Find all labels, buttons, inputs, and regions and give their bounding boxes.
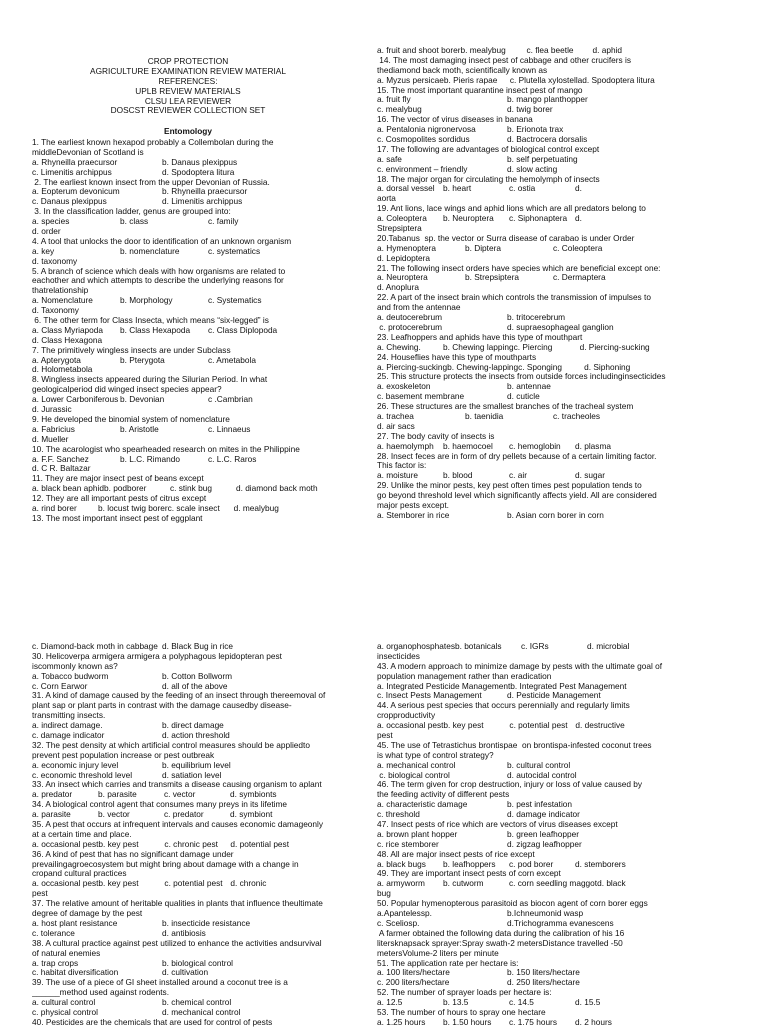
text-line: a. moisture b. blood c. air d. sugar [377, 471, 605, 481]
text-line: 26. These structures are the smallest branches of the tracheal system [377, 402, 634, 412]
text-line: middleDevonian of Scotland is [32, 147, 144, 157]
text-line: d. taxonomy [32, 256, 78, 266]
text-line: c. damage indicator d. action threshold [32, 731, 230, 741]
text-line: d. Taxonomy [32, 306, 79, 316]
text-line: 45. The use of Tetrastichus brontispae on brontispa-infested coconut trees [377, 740, 652, 750]
text-line: a. occasional pestb. key pest c. potential pest d. chronic [32, 879, 267, 889]
text-line: a. rind borer b. locust twig borerc. scale insect d. mealybug [32, 503, 279, 513]
text-line: 3. In the classification ladder, genus are grouped into: [32, 207, 231, 217]
section-title: Entomology [164, 127, 212, 137]
text-line: a. Piercing-suckingb. Chewing-lappingc. Sponging d. Siphoning [377, 362, 631, 372]
text-line: 21. The following insect orders have species which are beneficial except one: [377, 263, 661, 273]
text-line: 2. The earliest known insect from the upper Devonian of Russia. [32, 177, 270, 187]
text-line: plant sap or plant parts in contrast with the damage causedby disease- [32, 701, 292, 711]
text-line: a. Eopterum devonicum b. Rhyneilla praecursor [32, 187, 248, 197]
text-line: a. Tobacco budworm b. Cotton Bollworm [32, 671, 233, 681]
text-line: 11. They are major insect pest of beans except [32, 474, 204, 484]
text-line: is what type of control strategy? [377, 750, 494, 760]
text-line: 18. The major organ for circulating the hemolymph of insects [377, 174, 600, 184]
text-line: a. Class Myriapoda b. Class Hexapoda c. Class Diplopoda [32, 325, 278, 335]
text-line: 47. Insect pests of rice which are vectors of virus diseases except [377, 820, 618, 830]
text-line: prevent pest population increase or pest outbreak [32, 750, 215, 760]
text-line: the feeding activity of different pests [377, 790, 510, 800]
text-line: bug [377, 889, 391, 899]
text-line: major pests except. [377, 500, 449, 510]
text-line: c. basement membrane d. cuticle [377, 392, 540, 402]
text-line: c. Sceliosp. d.Trichogramma evanescens [377, 918, 614, 928]
text-line: 4. A tool that unlocks the door to identification of an unknown organism [32, 236, 292, 246]
text-line: a. haemolymph b. haemocoel c. hemoglobin d. plasma [377, 441, 611, 451]
text-line: a. predator b. parasite c. vector d. symbionts [32, 790, 277, 800]
text-line: c. mealybug d. twig borer [377, 105, 553, 115]
text-line: c. Limenitis archippus d. Spodoptera litura [32, 167, 235, 177]
text-line: This factor is: [377, 461, 427, 471]
text-line: 15. The most important quarantine insect pest of mango [377, 85, 583, 95]
text-line: a. Myzus persicaeb. Pieris rapae c. Plutella xylostellad. Spodoptera litura [377, 75, 655, 85]
text-line: 51. The application rate per hectare is: [377, 958, 519, 968]
text-line: go beyond threshold level which significantly affects yield. All are considered [377, 491, 657, 501]
text-line: a. 12.5 b. 13.5 c. 14.5 d. 15.5 [377, 998, 601, 1008]
text-line: 1. The earliest known hexapod probably a Collembolan during the [32, 138, 274, 147]
text-line: a. parasite b. vector c. predator d. symbiont [32, 810, 273, 820]
text-line: aorta [377, 194, 396, 204]
text-line: a. economic injury level b. equilibrium level [32, 760, 231, 770]
text-line: 33. An insect which carries and transmits a disease causing organism to aplant [32, 780, 322, 790]
text-line: a. 100 liters/hectare b. 150 liters/hectare [377, 968, 580, 978]
text-line: c. physical control d. mechanical control [32, 1007, 241, 1017]
text-line: 36. A kind of pest that has no significant damage under [32, 849, 234, 859]
text-line: A farmer obtained the following data during the calibration of his 16 [377, 928, 625, 938]
text-line: a. dorsal vessel b. heart c. ostia d. [377, 184, 582, 194]
text-line: 24. Houseflies have this type of mouthparts [377, 352, 537, 362]
text-line: a. Nomenclature b. Morphology c. Systematics [32, 296, 262, 306]
text-line: 7. The primitively wingless insects are under Subclass [32, 345, 231, 355]
text-line: 46. The term given for crop destruction, injury or loss of value caused by [377, 780, 643, 790]
text-line: a. indirect damage. b. direct damage [32, 721, 224, 731]
text-line: 29. Unlike the minor pests, key pest often times pest population tends to [377, 481, 642, 491]
text-line: 38. A cultural practice against pest utilized to enhance the activities andsurvival [32, 938, 322, 948]
text-line: insecticides [377, 651, 420, 661]
text-line: 39. The use of a piece of GI sheet installed around a coconut tree is a [32, 978, 288, 988]
text-line: d. Anoplura [377, 283, 419, 293]
text-line: c. Diamond-back moth in cabbage d. Black Bug in rice [32, 642, 234, 651]
text-line: a. mechanical control b. cultural control [377, 760, 571, 770]
text-line: degree of damage by the pest [32, 909, 143, 919]
text-line: 16. The vector of virus diseases in banana [377, 115, 533, 125]
text-line: d. Class Hexagona [32, 335, 103, 345]
text-line: d. order [32, 227, 61, 237]
text-line: d. Mueller [32, 434, 69, 444]
text-line: 20.Tabanus sp. the vector or Surra disease of carabao is under Order [377, 233, 635, 243]
text-line: 37. The relative amount of heritable qualities in plants that influence theultimate [32, 899, 323, 909]
text-line: c. protocerebrum d. supraesophageal ganglion [377, 322, 614, 332]
text-line: transmitting insects. [32, 711, 106, 721]
text-line: pest [377, 731, 393, 741]
text-line: 34. A biological control agent that consumes many preys in its lifetime [32, 800, 288, 810]
text-line: a. Coleoptera b. Neuroptera c. Siphonaptera d. [377, 214, 582, 224]
text-line: a. occasional pestb. key pest c. potential pest d. destructive [377, 721, 625, 731]
page1-right-column [377, 46, 689, 521]
text-line: 27. The body cavity of insects is [377, 431, 495, 441]
heading-line: CLSU LEA REVIEWER [144, 96, 232, 106]
text-line: of natural enemies [32, 948, 101, 958]
text-line: and from the antennae [377, 303, 461, 313]
text-line: a. black bugs b. leafhoppers c. pod borer d. stemborers [377, 859, 626, 869]
page1-left-column [32, 138, 344, 524]
text-line: 10. The acarologist who spearheaded research on mites in the Philippine [32, 444, 300, 454]
text-line: a. Rhyneilla praecursor b. Danaus plexippus [32, 157, 238, 167]
heading-line: AGRICULTURE EXAMINATION REVIEW MATERIAL [90, 66, 286, 76]
text-line: a. Chewing. b. Chewing lappingc. Piercing d. Piercing-sucking [377, 342, 650, 352]
text-line: 48. All are major insect pests of rice except [377, 849, 535, 859]
text-line: c. biological control d. autocidal control [377, 770, 577, 780]
text-line: 35. A pest that occurs at infrequent intervals and causes economic damageonly [32, 820, 324, 830]
text-line: a. trachea b. taenidia c. tracheoles [377, 411, 601, 421]
text-line: ______method used against rodents. [32, 988, 169, 998]
text-line: c. habitat diversification d. cultivation [32, 968, 209, 978]
text-line: a. armyworm b. cutworm c. corn seedling maggotd. black [377, 879, 626, 889]
heading-line: CROP PROTECTION [147, 57, 229, 66]
text-line: a. host plant resistance b. insecticide resistance [32, 918, 251, 928]
text-line: a. Hymenoptera b. Diptera c. Coleoptera [377, 243, 603, 253]
text-line: eachother and which attempts to describe the underlying reasons for [32, 276, 284, 286]
text-line: 52. The number of sprayer loads per hectare is: [377, 988, 552, 998]
text-line: 53. The number of hours to spray one hectare [377, 1007, 546, 1017]
text-line: 30. Helicoverpa armigera armigera a polyphagous lepidopteran pest [32, 651, 282, 661]
text-line: a. species b. class c. family [32, 217, 239, 227]
text-line: 31. A kind of damage caused by the feeding of an insect through thereemoval of [32, 691, 326, 701]
text-line: litersknapsack sprayer:Spray swath-2 metersDistance travelled -50 [377, 938, 623, 948]
text-line: 50. Popular hymenopterous parasitoid as biocon agent of corn borer eggs [377, 899, 648, 909]
text-line: 32. The pest density at which artificial control measures should be appliedto [32, 740, 310, 750]
text-line: c. Insect Pests Management d. Pesticide Management [377, 691, 601, 701]
text-line: 19. Ant lions, lace wings and aphid lions which are all predators belong to [377, 204, 646, 214]
text-line: a. fruit fly b. mango planthopper [377, 95, 588, 105]
text-line: a. 1.25 hours b. 1.50 hours c. 1.75 hours d. 2 hours [377, 1017, 612, 1027]
text-line: 14. The most damaging insect pest of cabbage and other crucifers is [377, 55, 631, 65]
page2-left-column [32, 642, 344, 1028]
text-line: cropproductivity [377, 711, 436, 721]
text-line: 44. A serious pest species that occurs perennially and regularly limits [377, 701, 630, 711]
text-line: c. Cosmopolites sordidus d. Bactrocera dorsalis [377, 135, 588, 145]
heading-line: DOSCST REVIEWER COLLECTION SET [110, 106, 266, 116]
text-line: 25. This structure protects the insects from outside forces includinginsecticides [377, 372, 666, 382]
text-line: a. key b. nomenclature c. systematics [32, 246, 261, 256]
text-line: a. safe b. self perpetuating [377, 154, 578, 164]
text-line: a. F.F. Sanchez b. L.C. Rimando c. L.C. Raros [32, 454, 257, 464]
text-line: a. Pentalonia nigronervosa b. Erionota trax [377, 125, 564, 135]
text-line: iscommonly known as? [32, 661, 118, 671]
text-line: d. air sacs [377, 421, 415, 431]
text-line: a.Apantelessp. b.Ichneumonid wasp [377, 909, 584, 919]
text-line: a. deutocerebrum b. tritocerebrum [377, 313, 566, 323]
text-line: cropand cultural practices [32, 869, 127, 879]
text-line: a. Stemborer in rice b. Asian corn borer in corn [377, 510, 604, 520]
text-line: 9. He developed the binomial system of nomenclature [32, 414, 230, 424]
text-line: a. exoskeleton b. antennae [377, 382, 551, 392]
text-line: 28. Insect feces are in form of dry pellets because of a certain limiting factor. [377, 451, 657, 461]
text-line: Strepsiptera [377, 224, 422, 234]
text-line: a. trap crops b. biological control [32, 958, 234, 968]
text-line: thediamond back moth, scientifically known as [377, 65, 548, 75]
text-line: a. organophosphatesb. botanicals c. IGRs d. microbial [377, 642, 630, 651]
text-line: c. environment – friendly d. slow acting [377, 164, 558, 174]
text-line: d. Holometabola [32, 365, 93, 375]
text-line: population management rather than eradication [377, 671, 552, 681]
text-line: thatrelationship [32, 286, 89, 296]
text-line: 17. The following are advantages of biological control except [377, 144, 600, 154]
heading-line: REFERENCES: [158, 76, 218, 86]
text-line: 8. Wingless insects appeared during the Silurian Period. In what [32, 375, 268, 385]
text-line: d. Lepidoptera [377, 253, 431, 263]
text-line: prevailingagroecosystem but might bring about damage with a change in [32, 859, 299, 869]
text-line: d. Jurassic [32, 405, 72, 415]
text-line: 40. Pesticides are the chemicals that are used for control of pests [32, 1017, 273, 1027]
page1-heading [32, 57, 344, 137]
text-line: a. characteristic damage b. pest infestation [377, 800, 573, 810]
text-line: c. 200 liters/hectare d. 250 liters/hectare [377, 978, 580, 988]
text-line: a. occasional pestb. key pest c. chronic pest d. potential pest [32, 839, 290, 849]
text-line: c. threshold d. damage indicator [377, 810, 580, 820]
text-line: a. cultural control b. chemical control [32, 998, 232, 1008]
text-line: c. Danaus plexippus d. Limenitis archippus [32, 197, 243, 207]
text-line: 13. The most important insect pest of eggplant [32, 513, 203, 523]
text-line: c. tolerance d. antibiosis [32, 928, 206, 938]
text-line: 49. They are important insect pests of corn except [377, 869, 561, 879]
text-line: 23. Leafhoppers and aphids have this type of mouthpart [377, 332, 583, 342]
text-line: geologicalperiod did winged insect species appear? [32, 385, 222, 395]
text-line: a. Lower Carboniferous b. Devonian c .Cambrian [32, 395, 253, 405]
text-line: c. Corn Earwor d. all of the above [32, 681, 228, 691]
text-line: 22. A part of the insect brain which controls the transmission of impulses to [377, 293, 651, 303]
text-line: metersVolume-2 liters per minute [377, 948, 499, 958]
text-line: 6. The other term for Class Insecta, which means “six-legged” is [32, 316, 269, 326]
text-line: a. Fabricius b. Aristotle c. Linnaeus [32, 424, 251, 434]
text-line: at a certain time and place. [32, 829, 132, 839]
heading-line: UPLB REVIEW MATERIALS [135, 86, 241, 96]
text-line: 5. A branch of science which deals with how organisms are related to [32, 266, 286, 276]
text-line: a. Neuroptera b. Strepsiptera c. Dermaptera [377, 273, 606, 283]
text-line: a. Apterygota b. Pterygota c. Ametabola [32, 355, 256, 365]
text-line: d. C R. Baltazar [32, 464, 91, 474]
text-line: a. Integrated Pesticide Managementb. Integrated Pest Management [377, 681, 627, 691]
text-line: a. brown plant hopper b. green leafhopper [377, 829, 579, 839]
text-line: 12. They are all important pests of citrus except [32, 494, 207, 504]
text-line: c. rice stemborer d. zigzag leafhopper [377, 839, 582, 849]
text-line: a. fruit and shoot borerb. mealybug c. flea beetle d. aphid [377, 46, 623, 55]
text-line: 43. A modern approach to minimize damage by pests with the ultimate goal of [377, 661, 663, 671]
text-line: pest [32, 889, 48, 899]
page2-right-column [377, 642, 689, 1028]
text-line: a. black bean aphidb. podborer c. stink bug d. diamond back moth [32, 484, 318, 494]
text-line: c. economic threshold level d. satiation level [32, 770, 222, 780]
